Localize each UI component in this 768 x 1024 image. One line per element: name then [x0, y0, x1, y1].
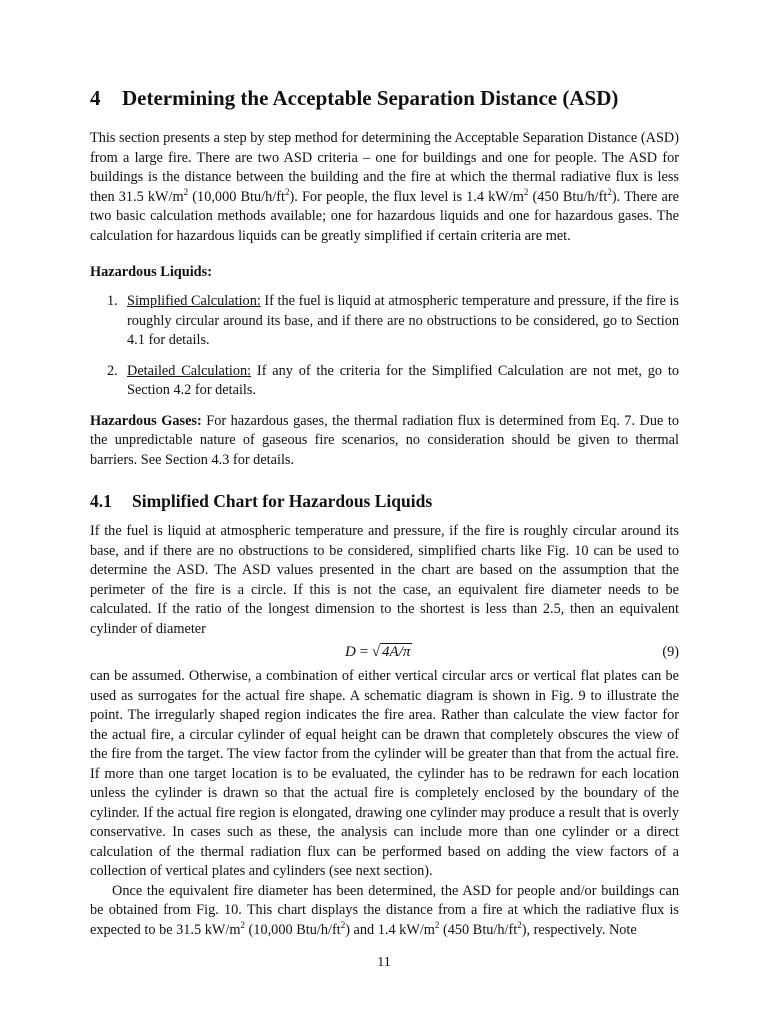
liquids-list	[90, 292, 679, 401]
equation-9	[90, 640, 679, 664]
gases-paragraph	[90, 412, 679, 471]
body-p3-text-3: ) and 1.4 kW/m	[345, 921, 435, 938]
body-p3-text-5: ), respectively. Note	[521, 921, 637, 938]
body-paragraph-2: can be assumed. Otherwise, a combination of either vertical circular arcs or vertical flat plates can be used as surrogates for the actual fire shape. A schematic diagram is shown in Fig. 9 to illustrate the point. The irregularly shaped region indicates the fire area. Rather than calculate the view factor for the actual fire, a circular cylinder of equal height can be drawn that completely obscures the view of the fire from the target. The view factor from the cylinder will be greater than that from the actual fire. If more than one target location is to be evaluated, the cylinder has to be redrawn for each location unless the cylinder is drawn so that the actual fire is completely enclosed by the boundary of the cylinder. If the actual fire region is elongated, drawing one cylinder may produce a result that is overly conservative. In cases such as these, the analysis can include more than one cylinder or a direct calculation of the thermal radiation flux can be performed based on adding the view factors of a collection of vertical plates and cylinders (see next section).	[90, 668, 679, 879]
page-content	[90, 84, 679, 940]
list-item	[90, 362, 679, 401]
section-title: Determining the Acceptable Separation Distance (ASD)	[122, 86, 619, 110]
intro-paragraph	[90, 129, 679, 246]
body-p3-text-4: (450 Btu/h/ft	[439, 921, 518, 938]
equation-expression	[345, 640, 412, 664]
subsection-heading	[90, 489, 679, 513]
page-number: 11	[377, 955, 391, 970]
intro-text-4: (450 Btu/h/ft	[528, 188, 608, 205]
subsection-number: 4.1	[90, 491, 112, 511]
body-p3-sup-4: 2	[517, 919, 522, 930]
liquids-heading: Hazardous Liquids:	[90, 264, 212, 280]
list-item-label: Detailed Calculation:	[127, 362, 252, 379]
gases-text: For hazardous gases, the thermal radiation flux is determined from Eq. 7. Due to the unpredictable nature of gaseous fire scenarios, no consideration should be given to thermal barriers. See Section 4.3 for details.	[90, 412, 679, 468]
body-p3-sup-1: 2	[240, 919, 245, 930]
intro-sup-2: 2	[285, 186, 290, 197]
list-item-label: Simplified Calculation:	[127, 293, 261, 309]
equation-equals: =	[355, 644, 372, 660]
body-p3-text-2: (10,000 Btu/h/ft	[244, 921, 341, 938]
intro-sup-4: 2	[607, 186, 612, 197]
body-p3-sup-3: 2	[434, 919, 440, 930]
intro-text-2: (10,000 Btu/h/ft	[188, 188, 285, 205]
intro-sup-1: 2	[183, 186, 189, 197]
list-item-text: If any of the criteria for the Simplified Calculation are not met, go to Section 4.2 for details.	[127, 362, 679, 398]
equation-number: (9)	[662, 644, 679, 660]
intro-text-3: ). For people, the flux level is 1.4 kW/m	[289, 188, 524, 205]
list-item	[90, 292, 679, 351]
equation-lhs: D	[345, 644, 356, 660]
intro-text-5: ). There are two basic calculation methods available; one for hazardous liquids and one for hazardous gases. The calculation for hazardous liquids can be greatly simplified if certain criteria are met.	[90, 188, 679, 244]
body-p3-text-1: Once the equivalent fire diameter has been determined, the ASD for people and/or buildings can be obtained from Fig. 10. This chart displays the distance from a fire at which the radiative flux is expected to be 31.5 kW/m	[90, 882, 679, 938]
list-marker: 1.	[107, 293, 118, 309]
section-number: 4	[90, 86, 101, 110]
intro-text-1: This section presents a step by step method for determining the Acceptable Separation Distance (ASD) from a large fire. There are two ASD criteria – one for buildings and one for people. The ASD for buildings is the distance between the building and the fire at which the thermal radiative flux is less then 31.5 kW/m	[90, 130, 679, 205]
body-paragraph-1: If the fuel is liquid at atmospheric temperature and pressure, if the fire is roughly circular around its base, and if there are no obstructions to be considered, simplified charts like Fig. 10 can be used to determine the ASD. The ASD values presented in the chart are based on the assumption that the perimeter of the fire is a circle. If this is not the case, an equivalent fire diameter needs to be calculated. If the ratio of the longest dimension to the shortest is less than 2.5, then an equivalent cylinder of diameter	[90, 523, 679, 637]
list-item-text: If the fuel is liquid at atmospheric temperature and pressure, if the fire is roughly circular around its base, and if there are no obstructions to be considered, go to Section 4.1 for details.	[127, 293, 679, 348]
intro-sup-3: 2	[523, 186, 529, 197]
equation-radicand: 4A/π	[382, 644, 411, 660]
body-p3-sup-2: 2	[340, 919, 346, 930]
subsection-title: Simplified Chart for Hazardous Liquids	[132, 491, 433, 511]
list-marker: 2.	[107, 362, 118, 379]
radical-sign: √	[371, 644, 381, 660]
gases-label: Hazardous Gases:	[90, 412, 202, 429]
body-paragraph-3	[90, 882, 679, 941]
section-heading	[90, 84, 679, 112]
